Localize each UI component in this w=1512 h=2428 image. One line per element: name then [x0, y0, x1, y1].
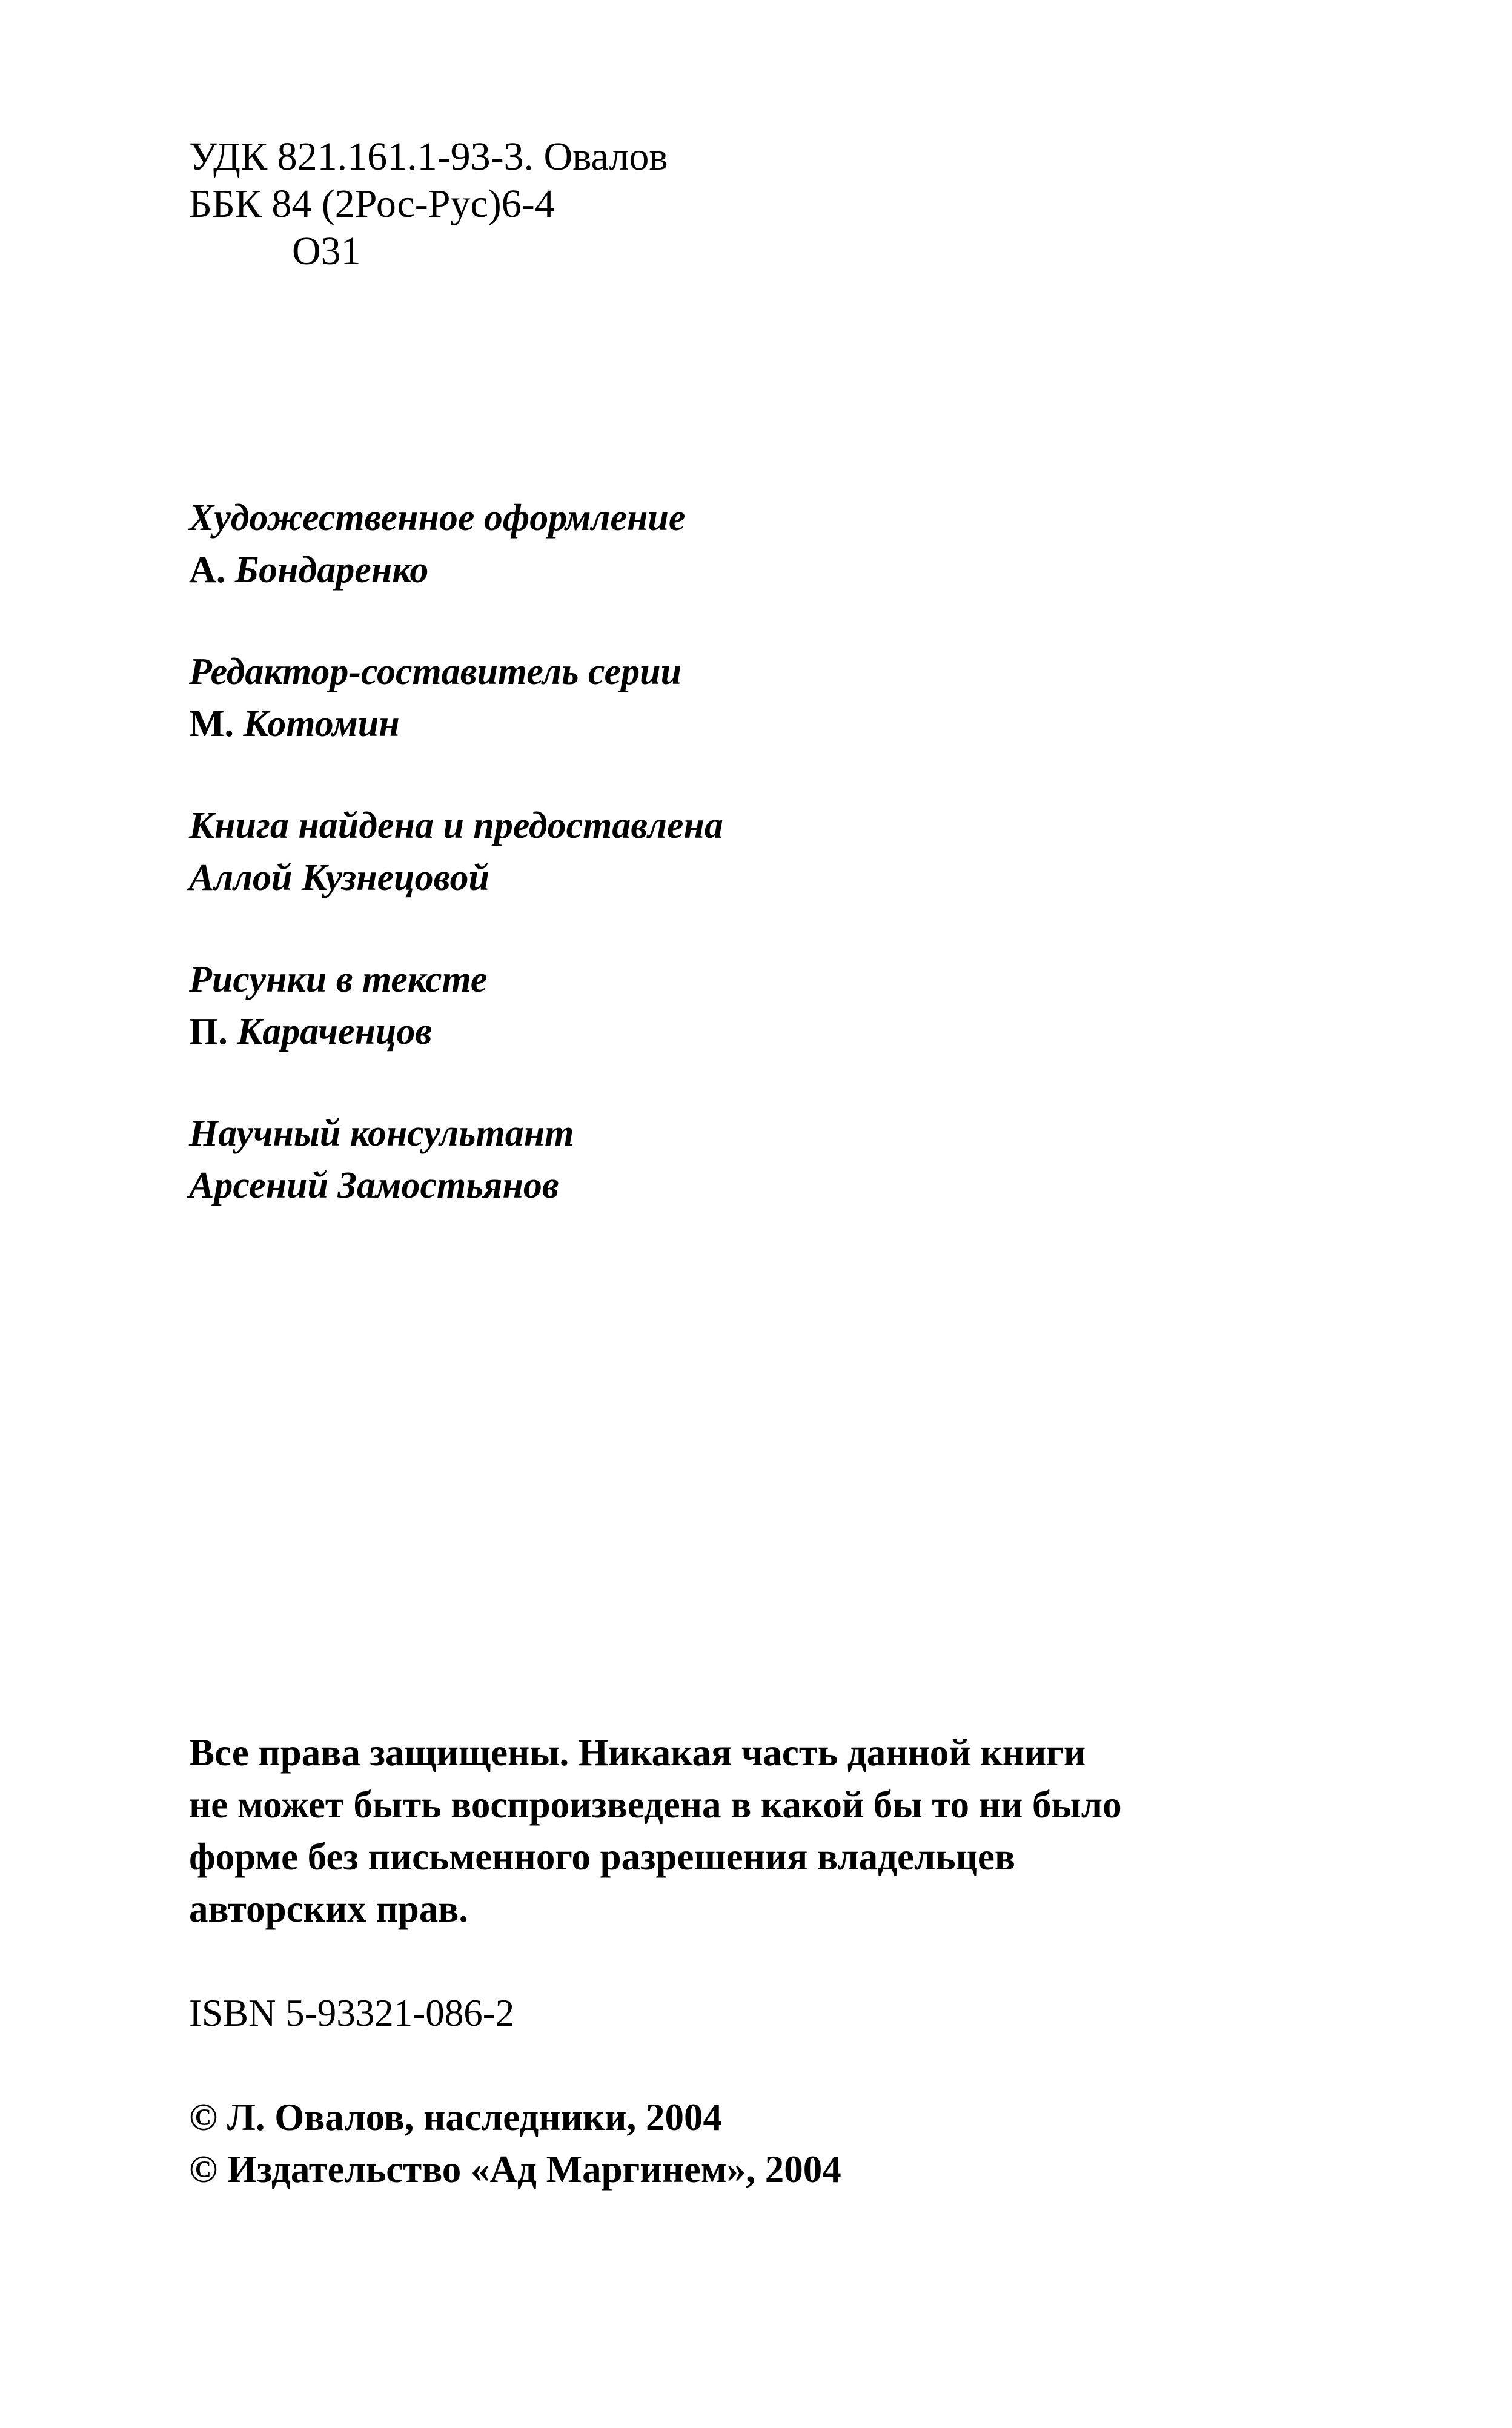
credit-scientific-consultant [189, 1107, 574, 1212]
bbk-code: ББК 84 (2Рос-Рус)6-4 [189, 182, 555, 226]
credit-initial: П. [189, 1011, 228, 1052]
credit-role: Художественное оформление [189, 497, 686, 539]
rights-line: форме без письменного разрешения владельцев [189, 1836, 1015, 1878]
credit-book-provider [189, 800, 723, 904]
author-sign-code: О31 [292, 229, 361, 273]
copyright-lines [189, 2091, 841, 2195]
udk-code: УДК 821.161.1-93-3. Овалов [189, 134, 668, 179]
credit-role: Научный консультант [189, 1113, 574, 1154]
rights-line: авторских прав. [189, 1888, 469, 1930]
credit-initial: М. [189, 703, 234, 745]
copyright-publisher: © Издательство «Ад Маргинем», 2004 [189, 2148, 841, 2191]
classification-codes [189, 133, 668, 275]
credit-name: Арсений Замостьянов [189, 1165, 559, 1206]
rights-line: Все права защищены. Никакая часть данной книги [189, 1731, 1086, 1774]
credit-role: Книга найдена и предоставлена [189, 805, 723, 846]
credit-name: Аллой Кузнецовой [189, 857, 490, 898]
credit-role: Редактор-составитель серии [189, 651, 682, 692]
credit-role: Рисунки в тексте [189, 959, 488, 1000]
rights-notice [189, 1726, 1122, 1935]
credit-name: Бондаренко [234, 549, 429, 591]
credit-person [189, 544, 685, 596]
credit-initial: А. [189, 549, 226, 591]
rights-line: не может быть воспроизведена в какой бы то ни было [189, 1783, 1122, 1826]
credit-illustrations [189, 954, 487, 1058]
credit-person [189, 1006, 487, 1058]
credit-person [189, 698, 681, 750]
credit-design [189, 492, 685, 596]
credit-name: Караченцов [237, 1011, 433, 1052]
copyright-author: © Л. Овалов, наследники, 2004 [189, 2096, 722, 2138]
credit-series-editor [189, 646, 681, 750]
isbn [189, 1987, 514, 2039]
credit-name: Котомин [243, 703, 400, 745]
isbn-number: ISBN 5-93321-086-2 [189, 1992, 515, 2034]
